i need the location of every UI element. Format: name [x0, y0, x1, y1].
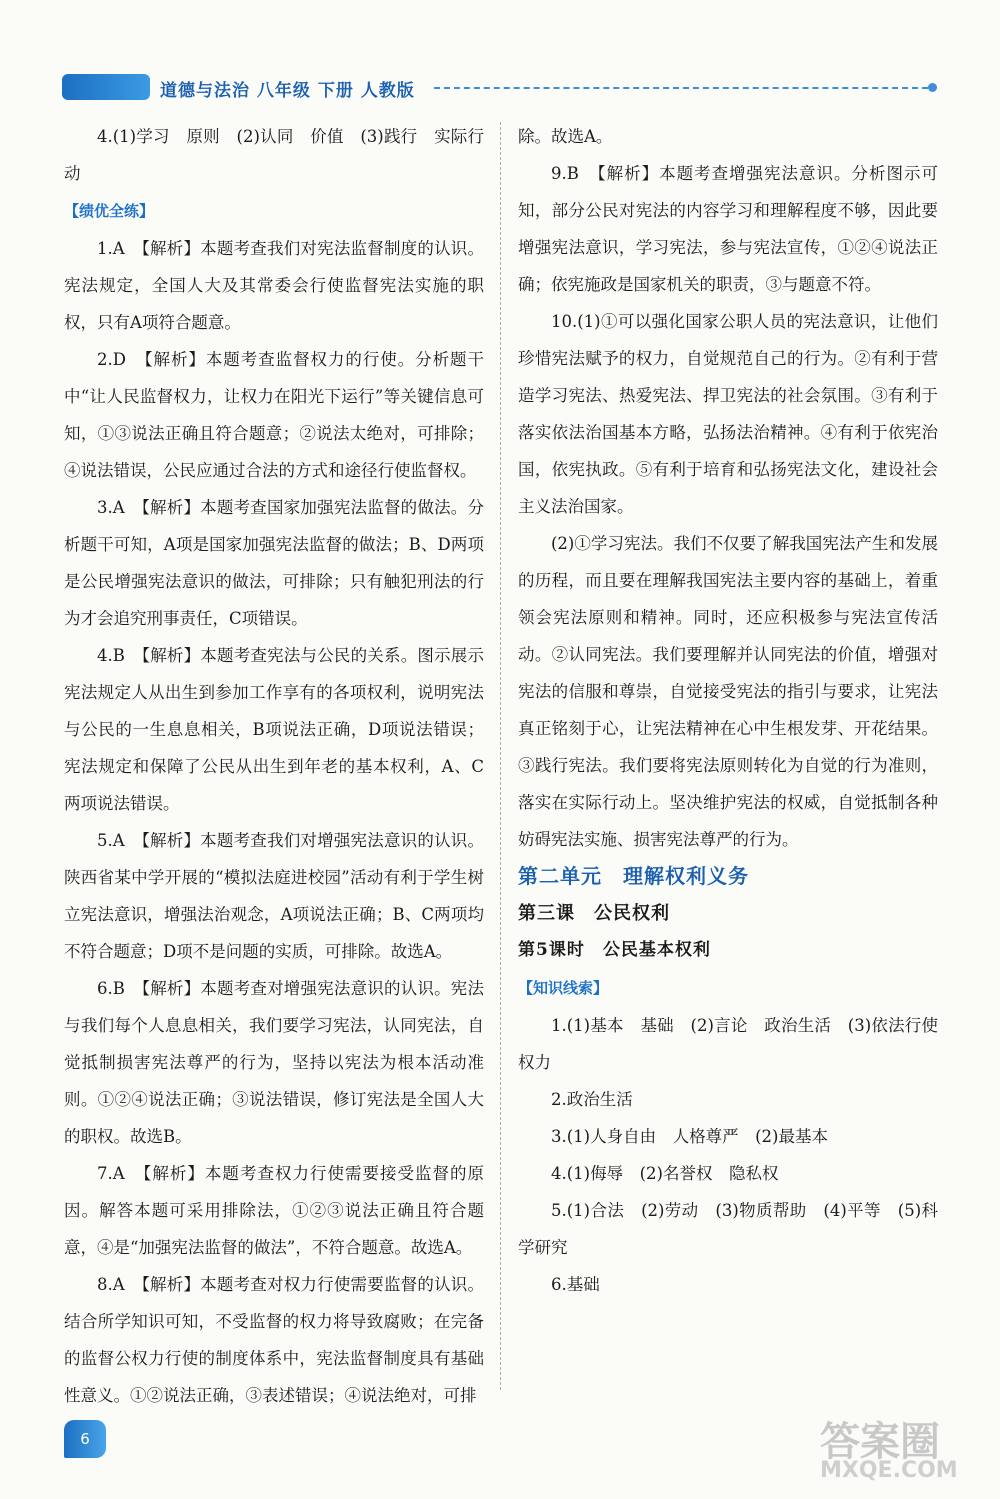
header-rule — [434, 87, 928, 89]
period-title: 第5课时 公民基本权利 — [518, 940, 711, 960]
knowledge-6: 6.基础 — [551, 1275, 600, 1294]
page-number: 6 — [64, 1420, 106, 1458]
answer-item: 4.B 【解析】本题考查宪法与公民的关系。图示展示宪法规定人从出生到参加工作享有的各项权利，说明宪法与公民的一生息息相关，B项说法正确，D项说法错误；宪法规定和保障了公民从出生到年老的基本权利，A、C两项说法错误。 — [64, 646, 484, 813]
section-tag-label: 【绩优全练】 — [64, 202, 155, 220]
header-dot — [928, 83, 937, 92]
watermark-url: MXQE.COM — [820, 1458, 958, 1483]
knowledge-5: 5.(1)合法 (2)劳动 (3)物质帮助 (4)平等 (5)科学研究 — [518, 1201, 938, 1257]
knowledge-4: 4.(1)侮辱 (2)名誉权 隐私权 — [551, 1164, 779, 1183]
answer-9: 9.B 【解析】本题考查增强宪法意识。分析图示可知，部分公民对宪法的内容学习和理解程度不够，因此要增强宪法意识，学习宪法，参与宪法宣传，①②④说法正确；依宪施政是国家机关的职责，③与题意不符。 — [518, 164, 938, 294]
section-tag-label: 【知识线索】 — [518, 979, 609, 997]
section-tag-zhishi — [518, 969, 938, 1007]
header-badge — [62, 74, 150, 100]
answer-item: 6.B 【解析】本题考查对增强宪法意识的认识。宪法与我们每个人息息相关，我们要学习宪法，认同宪法，自觉抵制损害宪法尊严的行为，坚持以宪法为根本活动准则。①②④说法正确；③说法错误，修订宪法是全国人大的职权。故选B。 — [64, 979, 484, 1146]
watermark-logo: 答案圈 — [820, 1419, 940, 1465]
answer-10-part1: 10.(1)①可以强化国家公职人员的宪法意识，让他们珍惜宪法赋予的权力，自觉规范自己的行为。②有利于营造学习宪法、热爱宪法、捍卫宪法的社会氛围。③有利于落实依法治国基本方略，弘扬法治精神。④有利于依宪治国，依宪执政。⑤有利于培育和弘扬宪法文化，建设社会主义法治国家。 — [518, 312, 938, 516]
knowledge-3: 3.(1)人身自由 人格尊严 (2)最基本 — [551, 1127, 828, 1146]
header-title: 道德与法治 八年级 下册 人教版 — [160, 81, 415, 101]
right-column — [518, 118, 938, 1303]
page-header — [62, 74, 942, 100]
answer-4: 4.(1)学习 原则 (2)认同 价值 (3)践行 实际行动 — [64, 127, 484, 183]
answer-item: 7.A 【解析】本题考查权力行使需要接受监督的原因。解答本题可采用排除法，①②③说法正确且符合题意，④是“加强宪法监督的做法”，不符合题意。故选A。 — [64, 1164, 484, 1257]
answer-item: 5.A 【解析】本题考查我们对增强宪法意识的认识。陕西省某中学开展的“模拟法庭进校园”活动有利于学生树立宪法意识，增强法治观念，A项说法正确；B、C两项均不符合题意；D项不是问题的实质，可排除。故选A。 — [64, 831, 484, 961]
answer-item: 3.A 【解析】本题考查国家加强宪法监督的做法。分析题干可知，A项是国家加强宪法监督的做法；B、D两项是公民增强宪法意识的做法，可排除；只有触犯刑法的行为才会追究刑事责任，C项错误。 — [64, 498, 484, 628]
answer-item: 1.A 【解析】本题考查我们对宪法监督制度的认识。宪法规定，全国人大及其常委会行使监督宪法实施的职权，只有A项符合题意。 — [64, 239, 484, 332]
column-divider — [500, 122, 501, 1390]
section-tag-jiyou — [64, 192, 484, 230]
knowledge-2: 2.政治生活 — [551, 1090, 633, 1109]
answer-item: 8.A 【解析】本题考查对权力行使需要监督的认识。结合所学知识可知，不受监督的权力将导致腐败；在完备的监督公权力行使的制度体系中，宪法监督制度具有基础性意义。①②说法正确，③表述错误；④说法绝对，可排 — [64, 1275, 484, 1405]
answer-continuation: 除。故选A。 — [518, 127, 613, 146]
knowledge-1: 1.(1)基本 基础 (2)言论 政治生活 (3)依法行使权力 — [518, 1016, 938, 1072]
lesson-title: 第三课 公民权利 — [518, 903, 670, 924]
left-column — [64, 118, 484, 1414]
answer-10-part2: (2)①学习宪法。我们不仅要了解我国宪法产生和发展的历程，而且要在理解我国宪法主要内容的基础上，着重领会宪法原则和精神。同时，还应积极参与宪法宣传活动。②认同宪法。我们要理解并认同宪法的价值，增强对宪法的信服和尊崇，自觉接受宪法的指引与要求，让宪法真正铭刻于心，让宪法精神在心中生根发芽、开花结果。③践行宪法。我们要将宪法原则转化为自觉的行为准则，落实在实际行动上。坚决维护宪法的权威，自觉抵制各种妨碍宪法实施、损害宪法尊严的行为。 — [518, 534, 938, 849]
answer-item: 2.D 【解析】本题考查监督权力的行使。分析题干中“让人民监督权力，让权力在阳光下运行”等关键信息可知，①③说法正确且符合题意；②说法太绝对，可排除；④说法错误，公民应通过合法的方式和途径行使监督权。 — [64, 350, 484, 480]
unit-title: 第二单元 理解权利义务 — [518, 864, 749, 888]
